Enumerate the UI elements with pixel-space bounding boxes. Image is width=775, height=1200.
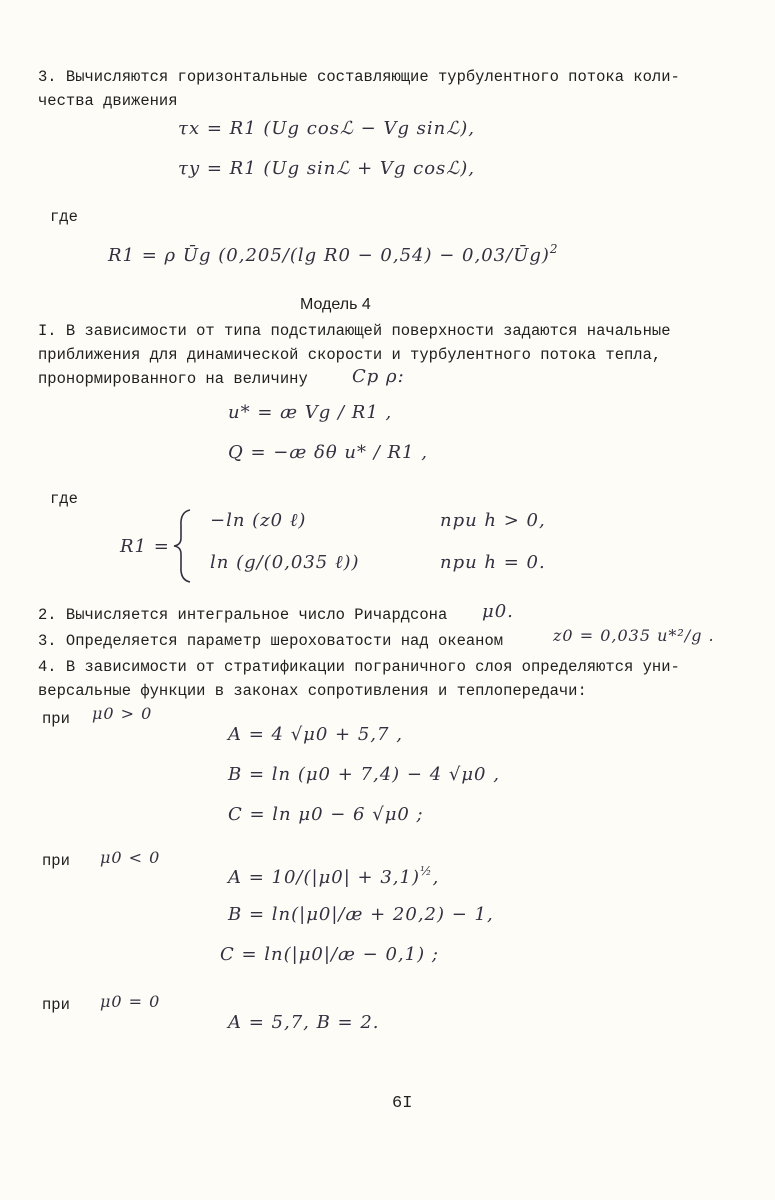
item2-text: 2. Вычисляется интегральное число Ричардсона <box>38 606 448 624</box>
R1-case1-condition: при h > 0, <box>440 510 546 531</box>
R1-case1-expression: −ln (z0 ℓ) <box>210 510 307 531</box>
case-zero-label: при <box>42 996 70 1014</box>
m4-item1-handwritten: Cp ρ: <box>352 366 405 387</box>
page-number: 6I <box>392 1094 413 1113</box>
item4-line2: версальные функции в законах сопротивления и теплопередачи: <box>38 682 587 700</box>
item4-line1: 4. В зависимости от стратификации пограничного слоя определяются уни- <box>38 658 680 676</box>
formula-tau-x: τx = R1 (Ug cosℒ − Vg sinℒ), <box>178 118 475 139</box>
neg-formula-A-tail: , <box>432 867 440 888</box>
neg-formula-A-body: A = 10/(|μ0| + 3,1) <box>228 867 420 888</box>
pos-formula-B: B = ln (μ0 + 7,4) − 4 √μ0 , <box>228 764 500 785</box>
formula-u-star: u* = æ Vg / R1 , <box>228 402 393 423</box>
case-negative-label: при <box>42 852 70 870</box>
neg-formula-A <box>228 864 439 888</box>
m4-item1-line2: приближения для динамической скорости и турбулентного потока тепла, <box>38 346 662 364</box>
case-positive-label: при <box>42 710 70 728</box>
formula-R1-exponent: 2 <box>549 242 559 256</box>
case-positive-condition: μ0 > 0 <box>92 704 153 723</box>
R1-case2-expression: ln (g/(0,035 ℓ)) <box>210 552 360 573</box>
m4-item1-line3: пронормированного на величину <box>38 370 308 388</box>
R1-case-label: R1 = <box>120 536 170 557</box>
left-brace <box>172 508 194 584</box>
formula-tau-y: τy = R1 (Ug sinℒ + Vg cosℒ), <box>178 158 475 179</box>
where-label-2: где <box>50 490 78 508</box>
zero-formula-AB: A = 5,7, B = 2. <box>228 1012 380 1033</box>
case-negative-condition: μ0 < 0 <box>100 848 161 867</box>
where-label-1: где <box>50 208 78 226</box>
formula-R1-body: R1 = ρ Ūg (0,205/(lg R0 − 0,54) − 0,03/Ūg) <box>108 245 550 266</box>
neg-formula-B: B = ln(|μ0|/æ + 20,2) − 1, <box>228 904 494 925</box>
formula-Q: Q = −æ δθ u* / R1 , <box>228 442 428 463</box>
model-title: Модель 4 <box>300 296 371 313</box>
case-zero-condition: μ0 = 0 <box>100 992 161 1011</box>
neg-formula-A-exponent: ½ <box>419 864 433 878</box>
m4-item1-line1: I. В зависимости от типа подстилающей поверхности задаются начальные <box>38 322 671 340</box>
pos-formula-C: C = ln μ0 − 6 √μ0 ; <box>228 804 424 825</box>
item3-line2: чества движения <box>38 92 178 110</box>
item3b-handwritten: z0 = 0,035 u*²/g . <box>553 626 715 645</box>
item3b-text: 3. Определяется параметр шероховатости над океаном <box>38 632 504 650</box>
R1-case2-condition: при h = 0. <box>440 552 546 573</box>
neg-formula-C: C = ln(|μ0|/æ − 0,1) ; <box>220 944 439 965</box>
pos-formula-A: A = 4 √μ0 + 5,7 , <box>228 724 403 745</box>
item2-handwritten: μ0. <box>482 601 514 622</box>
item3-line1: 3. Вычисляются горизонтальные составляющие турбулентного потока коли- <box>38 68 680 86</box>
formula-R1 <box>108 242 559 266</box>
